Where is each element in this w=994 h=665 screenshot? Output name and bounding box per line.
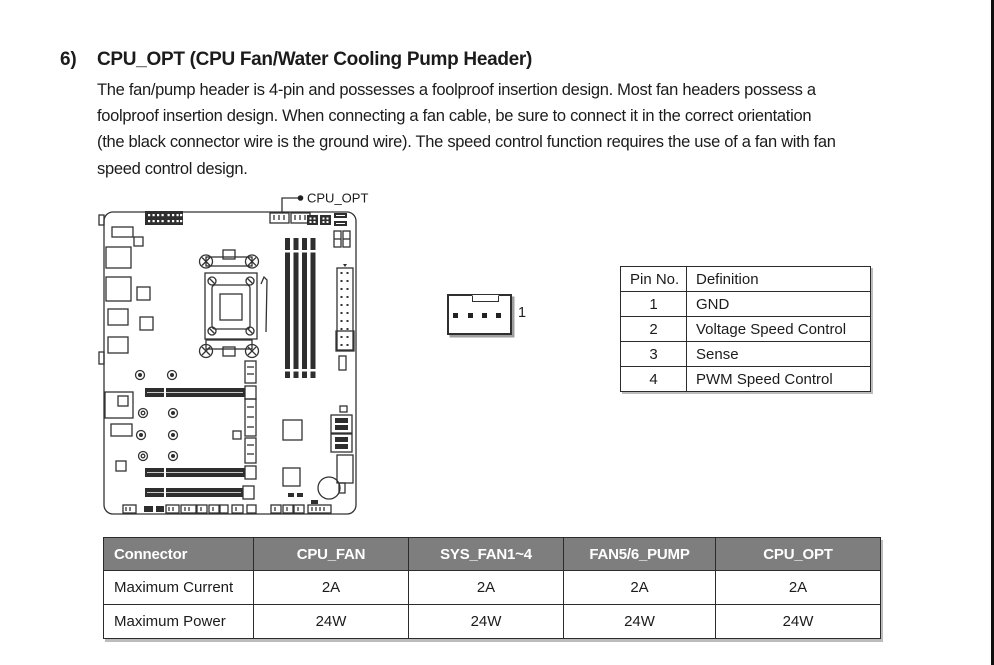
pin1-label: 1 bbox=[518, 305, 527, 321]
description-line: (the black connector wire is the ground wire). The speed control function requires the use of a fan with fan bbox=[97, 133, 836, 152]
description-line: The fan/pump header is 4-pin and possesses a foolproof insertion design. Most fan headers possess a bbox=[97, 81, 816, 99]
pcie-slots bbox=[145, 386, 256, 499]
socket-lever bbox=[261, 277, 267, 332]
sata-ports bbox=[331, 406, 353, 483]
table-row bbox=[621, 342, 871, 367]
m2-connectors bbox=[245, 361, 256, 463]
pin-col-header: Pin No. bbox=[621, 267, 687, 292]
small-connector bbox=[339, 356, 346, 370]
pin-number: 3 bbox=[621, 342, 687, 367]
spec-value: 24W bbox=[564, 605, 716, 639]
pin-definition: GND bbox=[687, 292, 871, 317]
motherboard-diagram bbox=[98, 184, 378, 534]
page-title: CPU_OPT (CPU Fan/Water Cooling Pump Header) bbox=[97, 49, 533, 70]
connector-pin bbox=[468, 313, 473, 318]
pin-number: 2 bbox=[621, 317, 687, 342]
definition-col-header: Definition bbox=[687, 267, 871, 292]
table-header-row bbox=[104, 538, 881, 571]
connector-spec-table bbox=[103, 537, 881, 639]
chipset bbox=[283, 420, 302, 440]
connector-notch bbox=[472, 295, 499, 302]
pin-definition-table bbox=[620, 266, 871, 392]
cpu-power-header bbox=[145, 211, 183, 225]
pin-definition: Sense bbox=[687, 342, 871, 367]
spec-header-fan-pump: FAN5/6_PUMP bbox=[564, 538, 716, 571]
fan-connector-illustration bbox=[447, 294, 527, 335]
table-row bbox=[621, 367, 871, 392]
spec-header-sys-fan: SYS_FAN1~4 bbox=[409, 538, 564, 571]
pin-number: 1 bbox=[621, 292, 687, 317]
table-row bbox=[621, 267, 871, 292]
cpu-opt-callout bbox=[282, 191, 368, 214]
table-row bbox=[104, 571, 881, 605]
spec-header-cpu-opt: CPU_OPT bbox=[716, 538, 881, 571]
pin-definition: PWM Speed Control bbox=[687, 367, 871, 392]
pin-number: 4 bbox=[621, 367, 687, 392]
spec-value: 2A bbox=[254, 571, 409, 605]
table-row bbox=[104, 605, 881, 639]
fan-headers bbox=[270, 213, 310, 223]
section-number: 6) bbox=[60, 49, 77, 70]
spec-value: 24W bbox=[409, 605, 564, 639]
connector-pin bbox=[453, 313, 458, 318]
chipset-2 bbox=[283, 468, 300, 486]
pin-definition: Voltage Speed Control bbox=[687, 317, 871, 342]
spec-header-cpu-fan: CPU_FAN bbox=[254, 538, 409, 571]
bottom-headers bbox=[123, 505, 331, 513]
usb-header bbox=[336, 331, 354, 351]
rear-io-ports bbox=[105, 227, 153, 436]
spec-value: 2A bbox=[716, 571, 881, 605]
spec-value: 2A bbox=[409, 571, 564, 605]
atx-24pin-connector bbox=[337, 264, 353, 350]
table-row bbox=[621, 317, 871, 342]
dimm-slots bbox=[285, 238, 316, 378]
connector-pin bbox=[482, 313, 487, 318]
callout-dot bbox=[298, 195, 304, 201]
connector-pin bbox=[496, 313, 501, 318]
spec-row-label: Maximum Power bbox=[104, 605, 254, 639]
spec-header-connector: Connector bbox=[104, 538, 254, 571]
cpu-opt-label: CPU_OPT bbox=[307, 190, 369, 206]
spec-value: 24W bbox=[254, 605, 409, 639]
table-row bbox=[621, 292, 871, 317]
description-paragraph bbox=[97, 77, 912, 182]
spec-value: 2A bbox=[564, 571, 716, 605]
m2-standoffs bbox=[116, 371, 241, 472]
spec-row-label: Maximum Current bbox=[104, 571, 254, 605]
description-line: foolproof insertion design. When connecting a fan cable, be sure to connect it in the correct orientation bbox=[97, 107, 812, 126]
spec-value: 24W bbox=[716, 605, 881, 639]
cpu-socket bbox=[200, 250, 268, 358]
description-line: speed control design. bbox=[97, 159, 248, 178]
